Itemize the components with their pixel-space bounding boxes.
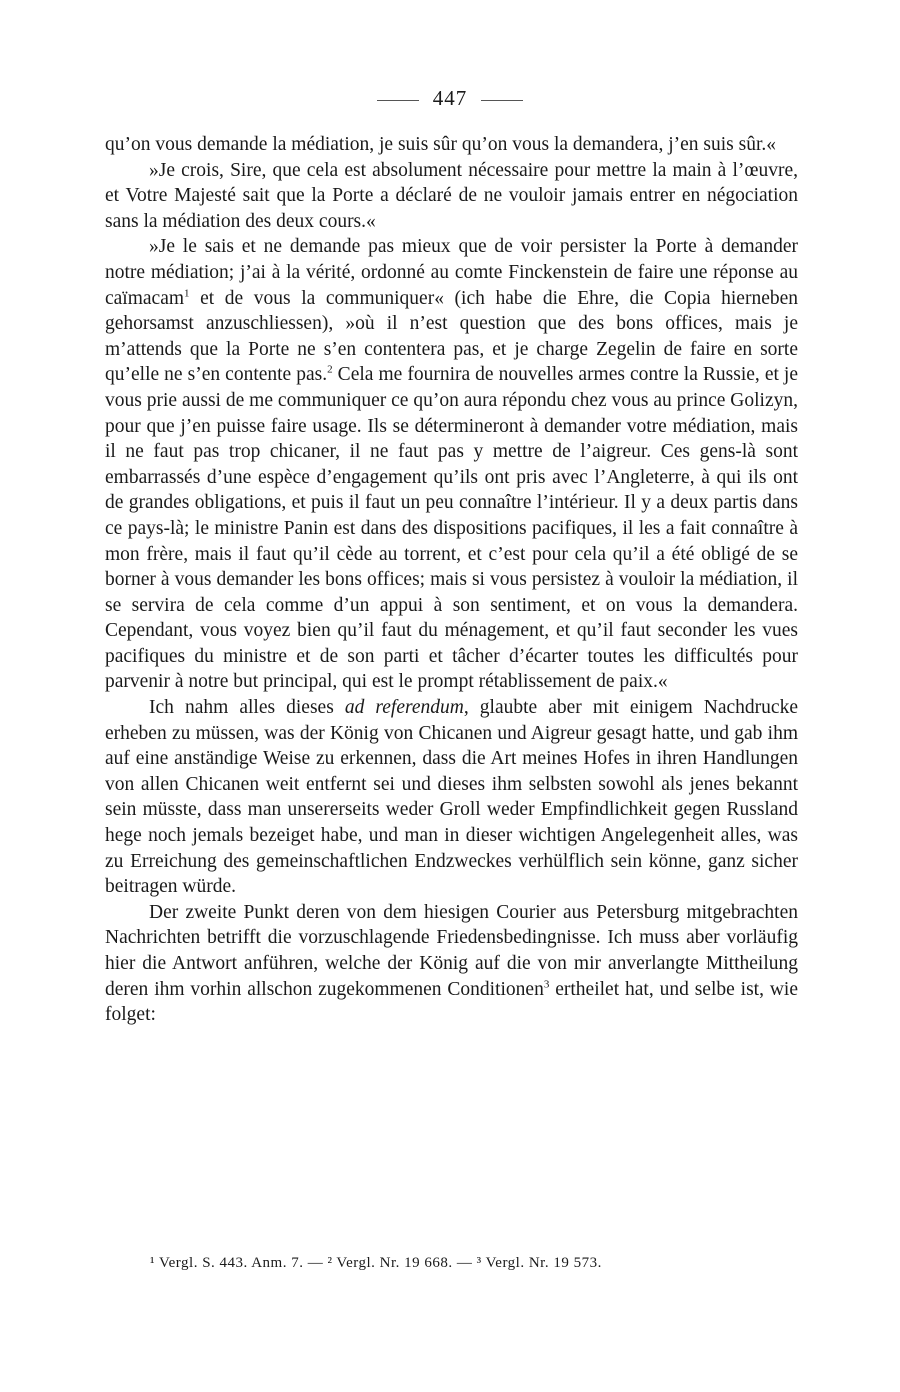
paragraph-text: Der zweite Punkt deren von dem hiesigen Courier aus Petersburg mitgebrachten Nachrichten betrifft die vorzuschlagende Friedensbedingnisse. Ich muss aber vorläufig hier die Antwort anführen, welche der König auf die von mir anverlangte Mittheilung deren ihm vorhin allschon zugekommenen Conditionen <box>105 901 798 1000</box>
paragraph-1 <box>105 132 798 158</box>
paragraph-text: qu’on vous demande la médiation, je suis sûr qu’on vous la demandera, j’en suis sûr.« <box>105 134 776 155</box>
page-header <box>0 86 900 111</box>
footnote-ref-2: 2 <box>327 363 333 376</box>
paragraph-3 <box>105 234 798 695</box>
paragraph-5 <box>105 900 798 1028</box>
paragraph-4 <box>105 695 798 900</box>
footnotes: ¹ Vergl. S. 443. Anm. 7. — ² Vergl. Nr. 19 668. — ³ Vergl. Nr. 19 573. <box>150 1255 602 1271</box>
paragraph-text: Cela me fournira de nouvelles armes contre la Russie, et je vous prie aussi de me communiquer ce qu’on aura répondu chez vous au prince Golizyn, pour que j’en puisse faire usage. Ils se détermineront à demander votre médiation, mais il ne faut pas trop chicaner, il ne faut pas y mettre de l’aigreur. Ces gens-là sont embarrassés d’une espèce d’engagement qu’ils ont pris avec l’Angleterre, à qui ils ont de grandes obligations, et puis il faut un peu connaître l’intérieur. Il y a deux partis dans ce pays-là; le ministre Panin est dans des dispositions pacifiques, il les a fait connaître à mon frère, mais il faut qu’il cède au torrent, et c’est pour cela qu’il a été obligé de se borner à vous demander les bons offices; mais si vous persistez à vouloir la médiation, il se servira de cela comme d’un appui à son sentiment, et on vous la demandera. Cependant, vous voyez bien qu’il faut du ménagement, et qu’il faut seconder les vues pacifiques du ministre et de son parti et tâcher d’écarter toutes les difficultés pour parvenir à notre but principal, qui est le prompt rétablissement de paix.« <box>105 364 799 693</box>
paragraph-text: »Je le sais et ne demande pas mieux que de voir persister la Porte à demander notre médiation; j’ai à la vérité, ordonné au comte Finckenstein de faire une réponse au caïmacam <box>105 236 798 309</box>
paragraph-text: Ich nahm alles dieses <box>149 697 345 719</box>
header-rule-left <box>377 100 419 101</box>
paragraph-2 <box>105 158 798 235</box>
paragraph-text: ertheilet hat, und selbe ist, wie folget: <box>105 978 799 1026</box>
paragraph-text: »Je crois, Sire, que cela est absolument nécessaire pour mettre la main à l’œuvre, et Votre Majesté sait que la Porte a déclaré de ne vouloir jamais entrer en négociation sans la médiation des deux cours.« <box>105 159 798 232</box>
footnote-ref-3: 3 <box>543 978 550 991</box>
body-text <box>105 132 798 1028</box>
italic-phrase: ad referendum <box>344 697 464 719</box>
footnote-ref-1: 1 <box>184 287 190 300</box>
paragraph-text: et de vous la communiquer« (ich habe die Ehre, die Copia hierneben gehorsamst anzuschliessen), »où il n’est question que des bons offices, mais je m’attends que la Porte ne s’en contentera pas, et je charge Zegelin de faire en sorte qu’elle ne s’en contente pas. <box>105 287 798 386</box>
paragraph-text: , glaubte aber mit einigem Nachdrucke erheben zu müssen, was der König von Chicanen und Aigreur gesagt hatte, und gab ihm auf eine anständige Weise zu erkennen, dass die Art meines Hofes in ihren Handlungen von allen Chicanen weit entfernt sei und dieses ihm selbsten sowohl als jenes bekannt sein müsste, dass man unsererseits weder Groll weder Empfindlichkeit gegen Russland hege noch jemals bezeiget habe, und man in dieser wichtigen Angelegenheit alles, was zu Erreichung des gemeinschaftlichen Endzweckes verhülflich sein könne, ganz sicher beitragen würde. <box>105 697 798 898</box>
header-rule-right <box>481 100 523 101</box>
page-number: 447 <box>432 86 468 110</box>
